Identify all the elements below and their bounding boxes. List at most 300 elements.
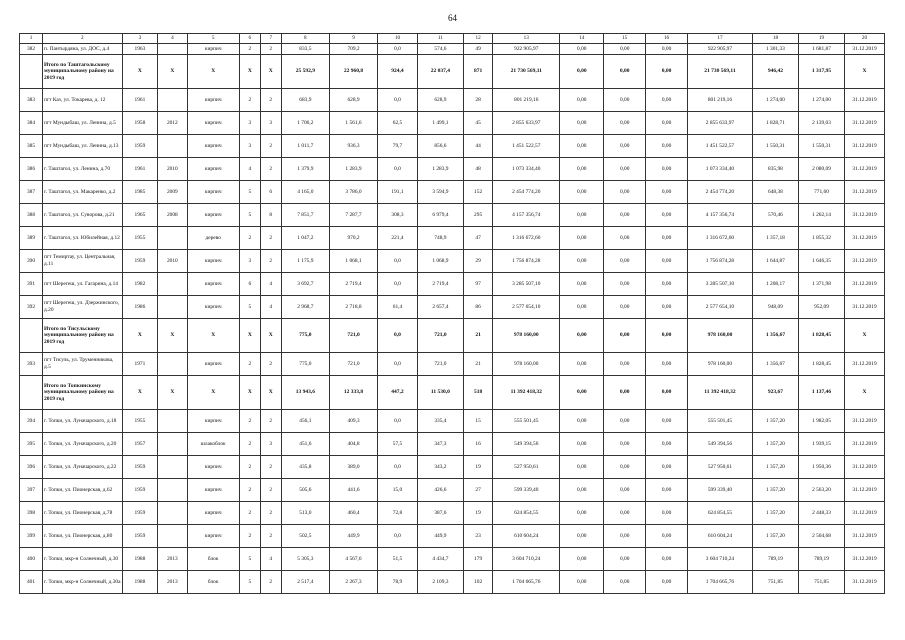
column-number-cell: 13 xyxy=(493,34,560,44)
table-cell: 0,00 xyxy=(560,204,604,227)
table-cell: 387,6 xyxy=(417,502,463,525)
table-cell: 3 xyxy=(239,112,260,135)
table-cell: 4 165,0 xyxy=(281,181,329,204)
table-cell: 31.12.2019 xyxy=(845,135,885,158)
table-cell xyxy=(158,479,187,502)
table-cell: 385 xyxy=(20,135,43,158)
table-cell: 6 xyxy=(239,273,260,296)
table-cell: 1 068,9 xyxy=(417,250,463,273)
table-cell: 31.12.2019 xyxy=(845,273,885,296)
table-cell: 0,00 xyxy=(646,44,688,55)
table-cell: 624 854,55 xyxy=(493,502,560,525)
table-cell: 0,00 xyxy=(646,319,688,353)
table-cell: 31.12.2019 xyxy=(845,456,885,479)
table-cell: 2013 xyxy=(158,571,187,594)
table-cell xyxy=(158,89,187,112)
table-cell: 0,00 xyxy=(646,353,688,376)
table-cell: 382 xyxy=(20,44,43,55)
table-cell: 79,7 xyxy=(378,135,418,158)
table-cell: 2 xyxy=(239,227,260,250)
table-cell: 1 706,2 xyxy=(281,112,329,135)
table-cell: 387 xyxy=(20,181,43,204)
address-cell: пгт Каз, ул. Токарева, д. 12 xyxy=(43,89,123,112)
table-cell: 426,6 xyxy=(417,479,463,502)
table-cell: 22 960,8 xyxy=(329,55,377,89)
table-cell: 395 xyxy=(20,433,43,456)
table-cell: 924,4 xyxy=(378,55,418,89)
table-cell: 2 563,20 xyxy=(798,479,844,502)
table-cell: 0,00 xyxy=(604,250,646,273)
table-cell: 0,00 xyxy=(560,571,604,594)
table-cell: 0,00 xyxy=(560,479,604,502)
table-cell: кирпич xyxy=(187,456,239,479)
table-cell: 386 xyxy=(20,158,43,181)
table-cell: 0,00 xyxy=(646,55,688,89)
column-number-cell: 20 xyxy=(845,34,885,44)
table-row xyxy=(20,227,885,250)
table-cell: 721,0 xyxy=(417,353,463,376)
table-cell: 922 905,97 xyxy=(687,44,752,55)
table-cell: кирпич xyxy=(187,479,239,502)
table-cell: 179 xyxy=(463,548,492,571)
table-cell: 624 854,55 xyxy=(687,502,752,525)
table-cell: 721,0 xyxy=(417,319,463,353)
table-cell: 1 982,05 xyxy=(798,410,844,433)
table-cell: 2 719,4 xyxy=(417,273,463,296)
table-cell xyxy=(158,273,187,296)
table-cell: 0,00 xyxy=(560,433,604,456)
table-cell: 1 550,31 xyxy=(798,135,844,158)
address-cell: г. Топки, ул. Луначарского, д.18 xyxy=(43,410,123,433)
table-cell: 1 357,20 xyxy=(752,479,798,502)
table-cell: 0,00 xyxy=(560,135,604,158)
table-cell: 31.12.2019 xyxy=(845,227,885,250)
address-cell: пгт Тисуль, ул. Труменникова, д.5 xyxy=(43,353,123,376)
address-cell: г. Таштагол, ул. Юбилейная, д.12 xyxy=(43,227,123,250)
table-cell: 1 379,9 xyxy=(281,158,329,181)
table-cell: 19 xyxy=(463,456,492,479)
table-cell xyxy=(158,44,187,55)
table-cell: 527 950,61 xyxy=(493,456,560,479)
table-cell: X xyxy=(187,319,239,353)
table-cell xyxy=(158,502,187,525)
table-cell: 3 285 507,10 xyxy=(493,273,560,296)
table-cell: 2 xyxy=(239,456,260,479)
table-cell: 0,00 xyxy=(604,525,646,548)
table-cell: 31.12.2019 xyxy=(845,112,885,135)
table-cell: 4 567,6 xyxy=(329,548,377,571)
table-cell: 0,00 xyxy=(646,456,688,479)
table-row xyxy=(20,548,885,571)
table-cell: 0,00 xyxy=(560,353,604,376)
table-cell xyxy=(20,55,43,89)
table-cell: 2 xyxy=(260,158,281,181)
table-cell: 0,00 xyxy=(560,456,604,479)
register-table xyxy=(19,33,885,594)
table-cell: 3 xyxy=(260,112,281,135)
column-number-cell: 12 xyxy=(463,34,492,44)
table-cell: 978 160,00 xyxy=(687,353,752,376)
table-cell: 0,00 xyxy=(646,181,688,204)
column-number-cell: 11 xyxy=(417,34,463,44)
table-cell: кирпич xyxy=(187,525,239,548)
table-cell: 21 730 569,11 xyxy=(493,55,560,89)
table-cell: кирпич xyxy=(187,204,239,227)
table-cell: 871 xyxy=(463,55,492,89)
column-number-cell: 14 xyxy=(560,34,604,44)
table-cell: 751,85 xyxy=(752,571,798,594)
table-cell: 191,1 xyxy=(378,181,418,204)
table-cell: 21 xyxy=(463,319,492,353)
table-cell: 1982 xyxy=(122,273,158,296)
table-cell: 44 xyxy=(463,135,492,158)
table-cell: 2 657,4 xyxy=(417,296,463,319)
table-row xyxy=(20,456,885,479)
table-cell: 922 905,97 xyxy=(493,44,560,55)
table-cell: 3 604 710,24 xyxy=(493,548,560,571)
table-cell: 1 283,9 xyxy=(417,158,463,181)
column-number-row xyxy=(20,34,885,44)
table-cell: 0,00 xyxy=(560,112,604,135)
table-row xyxy=(20,204,885,227)
table-cell: X xyxy=(187,55,239,89)
address-cell: г. Топки, мкр-н Солнечный, д.30 xyxy=(43,548,123,571)
column-number-cell: 8 xyxy=(281,34,329,44)
table-cell: 2 xyxy=(239,502,260,525)
table-cell: 221,4 xyxy=(378,227,418,250)
table-row xyxy=(20,502,885,525)
table-cell: 0,00 xyxy=(604,112,646,135)
table-cell xyxy=(158,433,187,456)
table-row xyxy=(20,181,885,204)
table-cell: 0,00 xyxy=(646,296,688,319)
table-cell: 0,00 xyxy=(560,158,604,181)
table-cell: 1 208,17 xyxy=(752,273,798,296)
table-cell: 1 301,33 xyxy=(752,44,798,55)
table-cell: 7 851,7 xyxy=(281,204,329,227)
table-cell: 748,9 xyxy=(417,227,463,250)
table-cell: 549 394,56 xyxy=(687,433,752,456)
table-row xyxy=(20,112,885,135)
column-number-cell: 18 xyxy=(752,34,798,44)
table-cell: 4 434,7 xyxy=(417,548,463,571)
table-cell: 0,00 xyxy=(560,296,604,319)
table-cell: 4 xyxy=(239,158,260,181)
table-cell: 0,0 xyxy=(378,456,418,479)
table-cell: 0,0 xyxy=(378,250,418,273)
table-cell: 0,00 xyxy=(560,525,604,548)
table-cell xyxy=(158,410,187,433)
table-cell: кирпич xyxy=(187,181,239,204)
table-cell: 0,00 xyxy=(646,548,688,571)
table-cell: 0,00 xyxy=(646,227,688,250)
table-cell: X xyxy=(845,376,885,410)
table-cell: 11 392 418,32 xyxy=(493,376,560,410)
table-cell: 0,00 xyxy=(604,353,646,376)
table-cell: 3 594,9 xyxy=(417,181,463,204)
table-cell: 31.12.2019 xyxy=(845,353,885,376)
table-cell: 1 262,14 xyxy=(798,204,844,227)
table-cell: 1988 xyxy=(122,571,158,594)
table-cell: 1 451 522,57 xyxy=(493,135,560,158)
table-row xyxy=(20,353,885,376)
table-cell: 1 451 522,57 xyxy=(687,135,752,158)
table-cell: 49 xyxy=(463,44,492,55)
table-cell: 0,00 xyxy=(604,135,646,158)
table-cell: 397 xyxy=(20,479,43,502)
table-cell: X xyxy=(239,319,260,353)
table-cell: 2009 xyxy=(158,181,187,204)
table-cell: 555 501,45 xyxy=(687,410,752,433)
table-cell: 409,3 xyxy=(329,410,377,433)
table-cell: 78,9 xyxy=(378,571,418,594)
table-cell: 978 160,00 xyxy=(493,319,560,353)
table-cell: 0,00 xyxy=(646,89,688,112)
table-cell: 335,4 xyxy=(417,410,463,433)
table-cell: 2 xyxy=(260,479,281,502)
address-cell: г. Топки, ул. Пионерская, д.78 xyxy=(43,502,123,525)
table-cell: 936,3 xyxy=(329,135,377,158)
table-cell: 801 219,16 xyxy=(493,89,560,112)
table-cell: 401 xyxy=(20,571,43,594)
table-cell: 502,5 xyxy=(281,525,329,548)
table-cell: кирпич xyxy=(187,89,239,112)
table-cell: 72,8 xyxy=(378,502,418,525)
table-cell: 1 681,87 xyxy=(798,44,844,55)
table-cell: 31.12.2019 xyxy=(845,204,885,227)
address-cell: Итого по Тисульскому муниципальному району на 2019 год xyxy=(43,319,123,353)
table-cell: 1 357,20 xyxy=(752,525,798,548)
table-cell: 29 xyxy=(463,250,492,273)
table-cell: 2 968,7 xyxy=(281,296,329,319)
table-cell: 2 xyxy=(260,525,281,548)
table-cell: 0,00 xyxy=(604,433,646,456)
table-cell: 856,6 xyxy=(417,135,463,158)
column-number-cell: 6 xyxy=(239,34,260,44)
table-cell: 1 939,15 xyxy=(798,433,844,456)
table-cell: 2 504,68 xyxy=(798,525,844,548)
table-cell: 3 xyxy=(239,250,260,273)
table-cell: кирпич xyxy=(187,135,239,158)
table-cell: 398 xyxy=(20,502,43,525)
table-cell: 628,9 xyxy=(329,89,377,112)
table-cell: 1 644,87 xyxy=(752,250,798,273)
column-number-cell: 15 xyxy=(604,34,646,44)
table-cell: 308,3 xyxy=(378,204,418,227)
table-cell: 513,0 xyxy=(281,502,329,525)
table-cell: 0,00 xyxy=(560,181,604,204)
table-cell: 2 xyxy=(260,456,281,479)
table-cell: 1986 xyxy=(122,296,158,319)
table-row xyxy=(20,135,885,158)
table-cell: 835,98 xyxy=(752,158,798,181)
table-row xyxy=(20,410,885,433)
table-cell: 31.12.2019 xyxy=(845,548,885,571)
table-cell: 1959 xyxy=(122,250,158,273)
table-cell: 0,0 xyxy=(378,158,418,181)
table-cell: 527 950,61 xyxy=(687,456,752,479)
table-cell xyxy=(158,525,187,548)
table-cell: 1 047,2 xyxy=(281,227,329,250)
table-cell: 610 604,24 xyxy=(493,525,560,548)
column-number-cell: 17 xyxy=(687,34,752,44)
table-cell: 1 950,36 xyxy=(798,456,844,479)
table-cell: 0,00 xyxy=(604,55,646,89)
table-cell: 15 xyxy=(463,410,492,433)
table-cell: 51,5 xyxy=(378,548,418,571)
table-cell: 15,0 xyxy=(378,479,418,502)
table-cell: 2008 xyxy=(158,204,187,227)
address-cell: г. Топки, мкр-н Солнечный, д.30а xyxy=(43,571,123,594)
table-cell: 2 517,4 xyxy=(281,571,329,594)
table-cell: 295 xyxy=(463,204,492,227)
table-cell: 0,00 xyxy=(604,44,646,55)
table-cell: 62,5 xyxy=(378,112,418,135)
address-cell: Итого по Топкинскому муниципальному району на 2019 год xyxy=(43,376,123,410)
table-cell: 1961 xyxy=(122,158,158,181)
address-cell: г. Таштагол, ул. Ленина, д.70 xyxy=(43,158,123,181)
table-cell: X xyxy=(158,376,187,410)
table-row xyxy=(20,44,885,55)
table-cell xyxy=(158,227,187,250)
table-cell: 0,00 xyxy=(646,410,688,433)
table-cell: 751,85 xyxy=(798,571,844,594)
table-cell: 449,9 xyxy=(329,525,377,548)
table-cell: 11 530,0 xyxy=(417,376,463,410)
table-cell: 0,00 xyxy=(604,273,646,296)
table-cell: 2 xyxy=(239,44,260,55)
table-cell: 1 371,98 xyxy=(798,273,844,296)
table-cell: 0,00 xyxy=(646,250,688,273)
table-cell: 771,60 xyxy=(798,181,844,204)
table-cell: 31.12.2019 xyxy=(845,296,885,319)
table-cell: 2 855 633,97 xyxy=(687,112,752,135)
table-cell: 599 339,40 xyxy=(493,479,560,502)
table-cell: 384 xyxy=(20,112,43,135)
table-cell: 2 xyxy=(239,353,260,376)
table-cell: 0,00 xyxy=(604,181,646,204)
table-cell: 388 xyxy=(20,204,43,227)
table-cell: 1965 xyxy=(122,204,158,227)
table-cell: 97 xyxy=(463,273,492,296)
table-row xyxy=(20,433,885,456)
address-cell: п. Пантырдяна, ул. ДОС, д.4 xyxy=(43,44,123,55)
table-cell: 952,09 xyxy=(798,296,844,319)
table-cell: 549 394,56 xyxy=(493,433,560,456)
table-cell: 2013 xyxy=(158,548,187,571)
table-cell: 2 109,3 xyxy=(417,571,463,594)
table-cell: 1957 xyxy=(122,433,158,456)
table-cell: 775,0 xyxy=(281,353,329,376)
page-number: 64 xyxy=(448,13,457,23)
column-number-cell: 19 xyxy=(798,34,844,44)
table-cell: 451,6 xyxy=(281,433,329,456)
table-cell: 12 333,8 xyxy=(329,376,377,410)
table-cell: 1 317,95 xyxy=(798,55,844,89)
table-cell: 0,00 xyxy=(604,376,646,410)
table-cell: 1 316 672,60 xyxy=(687,227,752,250)
table-cell: 570,46 xyxy=(752,204,798,227)
table-cell: 970,2 xyxy=(329,227,377,250)
district-total-row xyxy=(20,55,885,89)
table-cell: 789,19 xyxy=(798,548,844,571)
table-cell xyxy=(158,296,187,319)
table-cell: 1 357,20 xyxy=(752,456,798,479)
table-cell: 3 285 507,10 xyxy=(687,273,752,296)
table-cell: 31.12.2019 xyxy=(845,44,885,55)
table-cell: 1 356,67 xyxy=(752,319,798,353)
table-row xyxy=(20,158,885,181)
table-cell: 1 137,46 xyxy=(798,376,844,410)
table-cell: 396 xyxy=(20,456,43,479)
table-cell: 1 550,31 xyxy=(752,135,798,158)
table-cell xyxy=(20,376,43,410)
table-cell: X xyxy=(158,319,187,353)
column-number-cell: 9 xyxy=(329,34,377,44)
table-cell: 6 xyxy=(260,181,281,204)
table-cell: кирпич xyxy=(187,273,239,296)
table-cell: 789,19 xyxy=(752,548,798,571)
table-row xyxy=(20,571,885,594)
table-cell: X xyxy=(122,319,158,353)
table-cell: 0,00 xyxy=(604,410,646,433)
table-cell: 31.12.2019 xyxy=(845,89,885,112)
table-cell: 0,00 xyxy=(560,548,604,571)
table-cell: 390 xyxy=(20,250,43,273)
table-cell: 31.12.2019 xyxy=(845,571,885,594)
district-total-row xyxy=(20,376,885,410)
table-cell xyxy=(158,135,187,158)
table-cell: 152 xyxy=(463,181,492,204)
table-cell: кирпич xyxy=(187,112,239,135)
table-cell: 2 xyxy=(260,571,281,594)
column-number-cell: 5 xyxy=(187,34,239,44)
table-cell: 16 xyxy=(463,433,492,456)
table-cell: 709,2 xyxy=(329,44,377,55)
table-cell: 0,00 xyxy=(646,273,688,296)
table-cell: блок xyxy=(187,571,239,594)
table-cell: 0,00 xyxy=(646,525,688,548)
address-cell: г. Топки, ул. Луначарского, д.22 xyxy=(43,456,123,479)
column-number-cell: 7 xyxy=(260,34,281,44)
table-cell: 392 xyxy=(20,296,43,319)
table-cell: кирпич xyxy=(187,296,239,319)
table-cell: 555 501,45 xyxy=(493,410,560,433)
table-cell: 460,4 xyxy=(329,502,377,525)
table-cell: 5 xyxy=(239,548,260,571)
table-row xyxy=(20,273,885,296)
table-cell: 2010 xyxy=(158,250,187,273)
table-cell: 1 756 874,28 xyxy=(687,250,752,273)
table-cell: 404,8 xyxy=(329,433,377,456)
table-cell: 4 xyxy=(260,296,281,319)
table-cell: 6 979,4 xyxy=(417,204,463,227)
table-cell: 0,0 xyxy=(378,44,418,55)
table-cell: 0,00 xyxy=(646,112,688,135)
table-cell: X xyxy=(239,376,260,410)
table-cell: 1 357,20 xyxy=(752,410,798,433)
table-cell: 2 139,03 xyxy=(798,112,844,135)
table-cell: 456,1 xyxy=(281,410,329,433)
table-cell: 3 786,0 xyxy=(329,181,377,204)
table-cell: 1 704 665,76 xyxy=(493,571,560,594)
table-cell: 2 xyxy=(260,502,281,525)
table-cell: 8 xyxy=(260,204,281,227)
table-cell: кирпич xyxy=(187,410,239,433)
table-cell: 833,5 xyxy=(281,44,329,55)
table-cell: 628,9 xyxy=(417,89,463,112)
table-cell: 31.12.2019 xyxy=(845,433,885,456)
